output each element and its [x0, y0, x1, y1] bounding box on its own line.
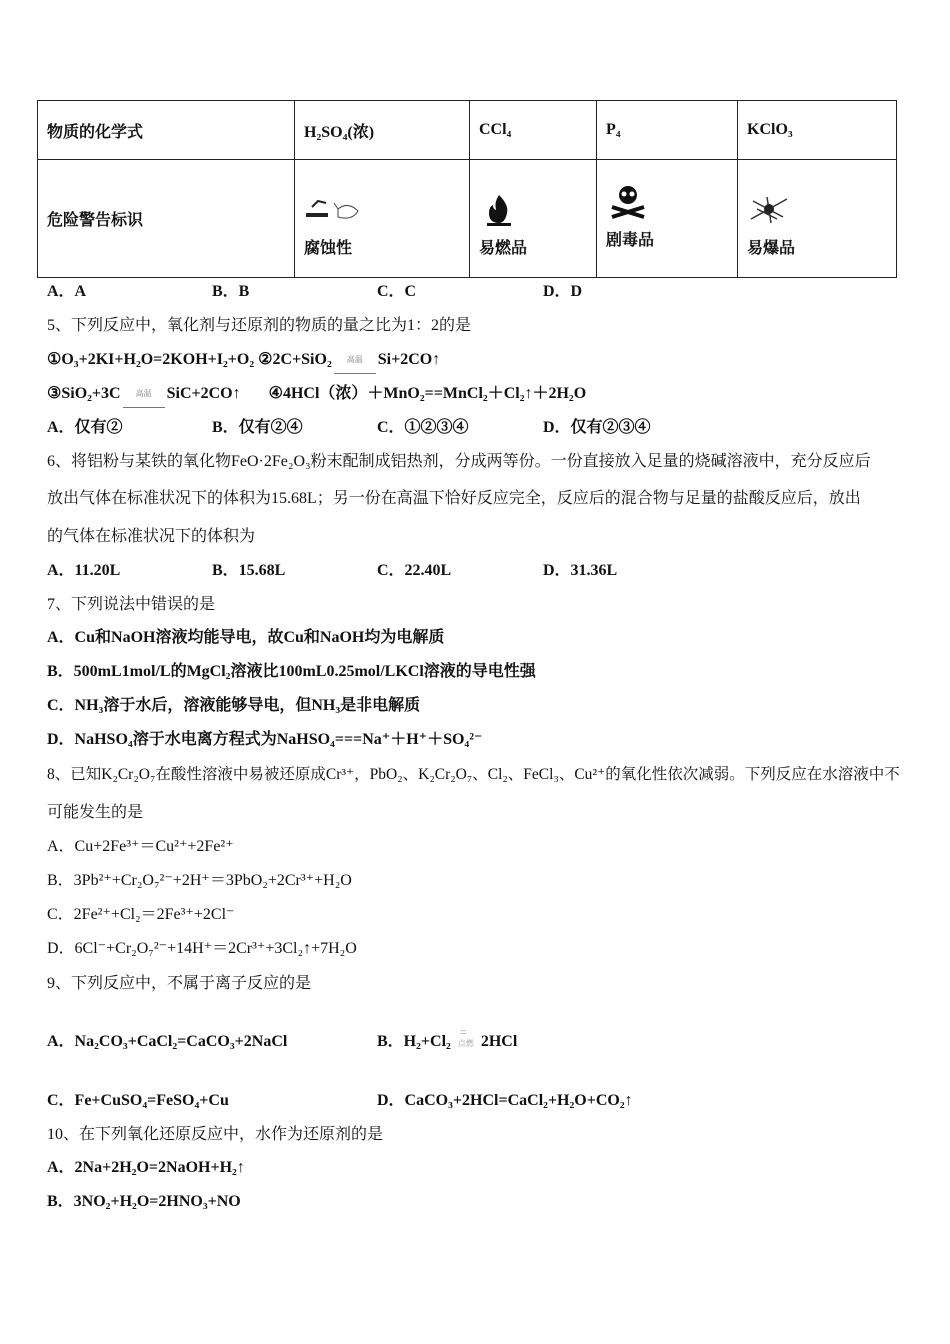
q8-stem-line: 8、已知K₂Cr₂O₇在酸性溶液中易被还原成Cr³⁺，PbO₂、K₂Cr₂O₇、Cl₂、FeCl₃、Cu²⁺的氧化性依次减弱。下列反应在水溶液中不	[47, 766, 900, 783]
q6-option-a[interactable]: A．11.20L	[47, 562, 121, 579]
q7-stem: 7、下列说法中错误的是	[47, 596, 216, 613]
q4-option-d[interactable]: D．D	[543, 283, 583, 300]
toxic-skull-icon	[606, 181, 650, 221]
equation: ①O₃+2KI+H₂O=2KOH+I₂+O₂ ②2C+SiO₂	[47, 351, 332, 368]
q8-option-c[interactable]: C．2Fe²⁺+Cl₂＝2Fe³⁺+2Cl⁻	[47, 906, 235, 923]
hazard-cell	[738, 160, 897, 278]
q10-option-a[interactable]: A．2Na+2H₂O=2NaOH+H₂↑	[47, 1159, 245, 1176]
q6-stem-line: 6、将铝粉与某铁的氧化物FeO·2Fe₂O₃粉末配制成铝热剂，分成两等份。一份直接放入足量的烧碱溶液中，充分反应后	[47, 453, 871, 470]
hazard-label: 腐蚀性	[304, 240, 353, 257]
q7-option-b[interactable]: B．500mL1mol/L的MgCl₂溶液比100mL0.25mol/LKCl溶液的导电性强	[47, 663, 536, 680]
q9-option-d[interactable]: D．CaCO₃+2HCl=CaCl₂+H₂O+CO₂↑	[377, 1092, 633, 1109]
q4-option-c[interactable]: C．C	[377, 283, 417, 300]
condition-high-temp: 高温	[121, 384, 167, 404]
hazard-cell	[295, 160, 470, 278]
hazard-label: 易爆品	[747, 240, 796, 257]
table-header-cell: P₄	[597, 101, 738, 160]
q5-option-a[interactable]: A．仅有②	[47, 419, 123, 436]
equation: B．H₂+Cl₂	[377, 1033, 451, 1050]
q8-option-b[interactable]: B．3Pb²⁺+Cr₂O₇²⁻+2H⁺＝3PbO₂+2Cr³⁺+H₂O	[47, 872, 352, 889]
q6-option-d[interactable]: D．31.36L	[543, 562, 618, 579]
equation: Si+2CO↑	[377, 351, 441, 368]
condition-high-temp: 高温	[332, 350, 378, 370]
hazard-cell	[470, 160, 597, 278]
table-header-cell: KClO₃	[738, 101, 897, 160]
q4-option-a[interactable]: A．A	[47, 283, 87, 300]
hazard-table	[37, 100, 897, 278]
q8-stem-line: 可能发生的是	[47, 804, 144, 821]
condition-text: 点燃	[457, 1039, 474, 1048]
hazard-label: 易燃品	[479, 240, 528, 257]
equation: ③SiO₂+3C	[47, 385, 121, 402]
q5-option-d[interactable]: D．仅有②③④	[543, 419, 651, 436]
q7-option-a[interactable]: A．Cu和NaOH溶液均能导电，故Cu和NaOH均为电解质	[47, 629, 445, 646]
q7-option-c[interactable]: C．NH₃溶于水后，溶液能够导电，但NH₃是非电解质	[47, 697, 421, 714]
q5-stem: 5、下列反应中，氧化剂与还原剂的物质的量之比为1：2的是	[47, 317, 472, 334]
q10-stem: 10、在下列氧化还原反应中，水作为还原剂的是	[47, 1126, 384, 1143]
q7-option-d[interactable]: D．NaHSO₄溶于水电离方程式为NaHSO₄===Na⁺＋H⁺＋SO₄²⁻	[47, 731, 483, 748]
q5-option-b[interactable]: B．仅有②④	[212, 419, 303, 436]
row-label: 危险警告标识	[38, 160, 295, 278]
q5-equation-line-1	[47, 350, 440, 370]
hazard-cell	[597, 160, 738, 278]
condition-ignite: = 点燃	[457, 1025, 474, 1048]
table-header-cell: 物质的化学式	[38, 101, 295, 160]
corrosive-icon	[304, 189, 364, 229]
q6-stem-line: 放出气体在标准状况下的体积为15.68L；另一份在高温下恰好反应完全，反应后的混合物与足量的盐酸反应后，放出	[47, 490, 861, 507]
explosive-icon	[747, 189, 791, 229]
q5-option-c[interactable]: C．①②③④	[377, 419, 469, 436]
q4-option-b[interactable]: B．B	[212, 283, 250, 300]
q6-option-c[interactable]: C．22.40L	[377, 562, 452, 579]
table-header-cell: H₂SO₄(浓)	[295, 101, 470, 160]
q9-option-a[interactable]: A．Na₂CO₃+CaCl₂=CaCO₃+2NaCl	[47, 1033, 288, 1050]
q9-stem: 9、下列反应中，不属于离子反应的是	[47, 975, 312, 992]
q6-stem-line: 的气体在标准状况下的体积为	[47, 528, 256, 545]
q8-option-d[interactable]: D．6Cl⁻+Cr₂O₇²⁻+14H⁺＝2Cr³⁺+3Cl₂↑+7H₂O	[47, 940, 357, 957]
q9-option-b[interactable]	[377, 1025, 518, 1054]
q5-equation-line-2	[47, 384, 586, 404]
hazard-label: 剧毒品	[606, 232, 655, 249]
table-header-cell: CCl₄	[470, 101, 597, 160]
flammable-icon	[479, 189, 519, 229]
q9-option-c[interactable]: C．Fe+CuSO₄=FeSO₄+Cu	[47, 1092, 229, 1109]
q10-option-b[interactable]: B．3NO₂+H₂O=2HNO₃+NO	[47, 1193, 241, 1210]
equation: ④4HCl（浓）＋MnO₂==MnCl₂＋Cl₂↑＋2H₂O	[268, 385, 587, 402]
q8-option-a[interactable]: A．Cu+2Fe³⁺＝Cu²⁺+2Fe²⁺	[47, 838, 234, 855]
equation: SiC+2CO↑	[166, 385, 241, 402]
q6-option-b[interactable]: B．15.68L	[212, 562, 286, 579]
equation: 2HCl	[480, 1033, 518, 1050]
